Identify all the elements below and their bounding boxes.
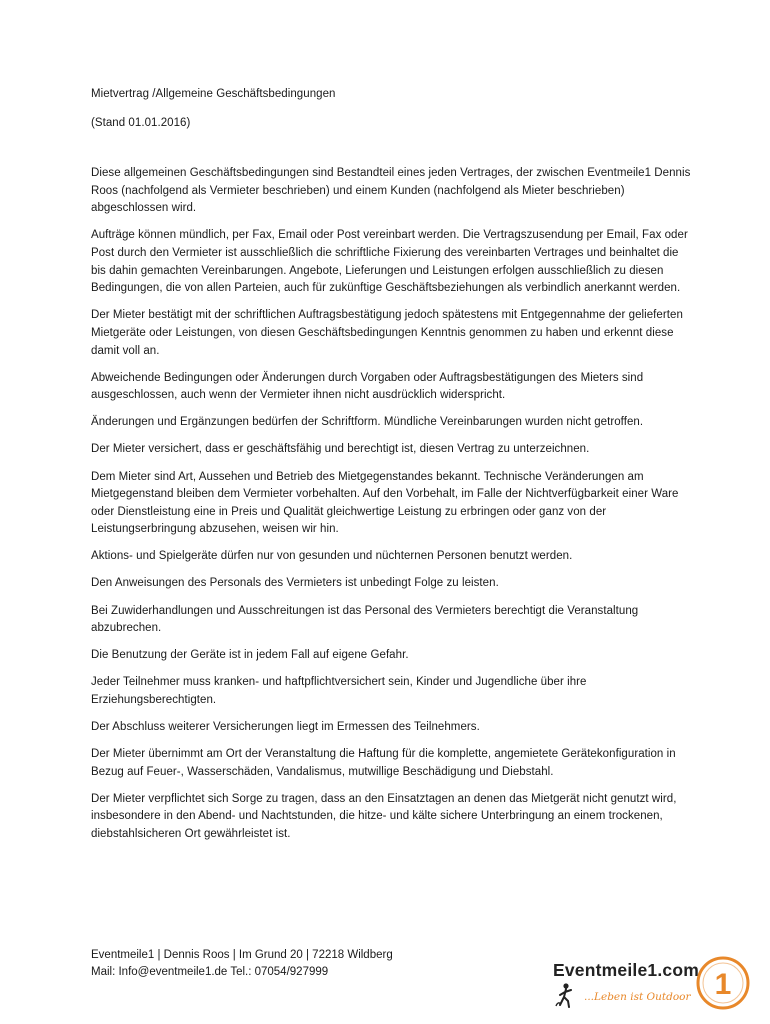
document-body — [91, 86, 691, 853]
logo-tagline: ...Leben ist Outdoor — [584, 991, 691, 1003]
paragraph: Der Mieter übernimmt am Ort der Veranstaltung die Haftung für die komplette, angemietete Gerätekonfiguration in Bezug auf Feuer-, Wasserschäden, Vandalismus, mutwillige Beschädigung und Diebstahl. — [91, 748, 676, 778]
paragraph: Jeder Teilnehmer muss kranken- und haftpflichtversichert sein, Kinder und Jugendliche über ihre Erziehungsberechtigten. — [91, 676, 587, 706]
paragraph: Der Mieter versichert, dass er geschäftsfähig und berechtigt ist, diesen Vertrag zu unterzeichnen. — [91, 443, 590, 456]
logo-wordmark: Eventmeile1.com — [553, 960, 699, 980]
paragraph: Aufträge können mündlich, per Fax, Email oder Post vereinbart werden. Die Vertragszusendung per Email, Fax oder Post durch den Vermieter ist ausschließlich die schriftliche Fixierung des vereinbarten Vertrages und beinhaltet die bis dahin gemachten Vereinbarungen. Angebote, Lieferungen und Leistungen erfolgen ausschließlich zu diesen Bedingungen, die von allen Parteien, auch für zukünftige Geschäftsbeziehungen als verbindlich anerkannt werden. — [91, 229, 688, 295]
paragraph: Den Anweisungen des Personals des Vermieters ist unbedingt Folge zu leisten. — [91, 577, 499, 590]
paragraph: Der Mieter bestätigt mit der schriftlichen Auftragsbestätigung jedoch spätestens mit Entgegennahme der gelieferten Mietgeräte oder Leistungen, von diesen Geschäftsbedingungen Kenntnis genommen zu haben und erkennt diese damit voll an. — [91, 309, 683, 357]
paragraph: Abweichende Bedingungen oder Änderungen durch Vorgaben oder Auftragsbestätigungen des Mieters sind ausgeschlossen, auch wenn der Vermieter ihnen nicht ausdrücklich widerspricht. — [91, 371, 644, 402]
document-title: Mietvertrag /Allgemeine Geschäftsbedingungen — [91, 88, 336, 100]
paragraph: Die Benutzung der Geräte ist in jedem Fall auf eigene Gefahr. — [91, 649, 409, 662]
paragraph: Änderungen und Ergänzungen bedürfen der Schriftform. Mündliche Vereinbarungen wurden nicht getroffen. — [91, 416, 644, 429]
paragraph: Der Abschluss weiterer Versicherungen liegt im Ermessen des Teilnehmers. — [91, 721, 480, 734]
footer-address: Eventmeile1 | Dennis Roos | Im Grund 20 | 72218 Wildberg — [91, 949, 393, 961]
paragraph: Diese allgemeinen Geschäftsbedingungen sind Bestandteil eines jeden Vertrages, der zwischen Eventmeile1 Dennis Roos (nachfolgend als Vermieter beschrieben) und einem Kunden (nachfolgend als Mieter beschrieben) abgeschlossen wird. — [91, 167, 691, 215]
paragraph: Aktions- und Spielgeräte dürfen nur von gesunden und nüchternen Personen benutzt werden. — [91, 550, 573, 563]
footer-contact: Mail: Info@eventmeile1.de Tel.: 07054/927999 — [91, 966, 329, 978]
page-footer — [91, 947, 511, 981]
paragraph: Dem Mieter sind Art, Aussehen und Betrieb des Mietgegenstandes bekannt. Technische Veränderungen am Mietgegenstand bleiben dem Vermieter vorbehalten. Auf den Vorbehalt, im Falle der Nichtverfügbarkeit einer Ware oder Dienstleistung eine in Preis und Qualität gleichwertige Leistung zu erbringen oder ganz von der Leistungserbringung abzusehen, weisen wir hin. — [91, 470, 679, 536]
logo-circle-icon — [694, 954, 752, 1012]
logo-circle-digit: 1 — [714, 968, 732, 1001]
company-logo — [548, 950, 758, 1012]
paragraph: Bei Zuwiderhandlungen und Ausschreitungen ist das Personal des Vermieters berechtigt die Veranstaltung abzubrechen. — [91, 604, 639, 635]
document-date: (Stand 01.01.2016) — [91, 116, 191, 129]
outdoor-figure-icon — [554, 982, 580, 1008]
paragraph: Der Mieter verpflichtet sich Sorge zu tragen, dass an den Einsatztagen an denen das Mietgerät nicht genutzt wird, insbesondere in den Abend- und Nachtstunden, die hitze- und kälte sichere Unterbringung an einem trockenen, diebstahlsicheren Ort gewährleistet ist. — [91, 792, 677, 840]
